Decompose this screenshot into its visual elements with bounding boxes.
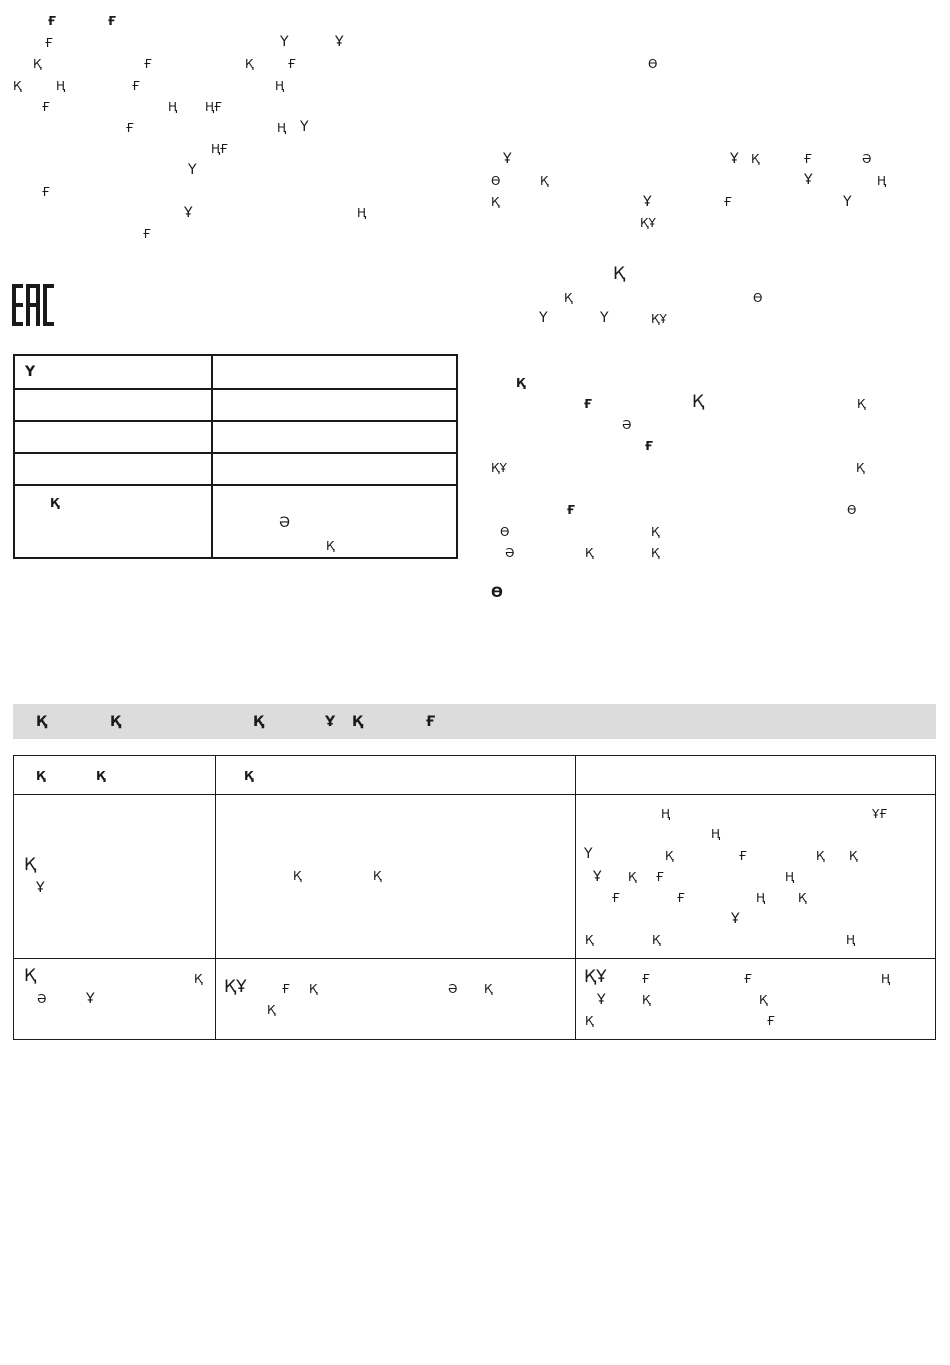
right-glyph: Ә [862,152,872,166]
left-glyph: Ү [280,34,289,50]
right-glyph: Қ [491,195,500,209]
table-row [14,959,936,1040]
right-glyph: Қ [751,152,760,166]
spec-cell-value [212,355,457,389]
left-glyph: Ұ [335,34,344,50]
spec-cell-value [212,453,457,485]
banner-glyph: Қ [352,714,363,730]
trouble-cell: Ң ҰҒ Ң Ү Қ Ғ Қ Қ Ұ Қ Ғ Ң Ғ Ғ Ң Қ Ұ Қ Қ Ң [576,795,936,959]
right-glyph: Ғ [645,439,653,453]
trouble-cell: Қ Ұ [14,795,216,959]
right-glyph: Қ [516,376,526,390]
right-glyph: Қ [651,525,660,539]
section-banner [13,704,936,739]
right-glyph: Қ [856,461,865,475]
right-glyph: Ә [622,418,632,432]
header-cell: Қ [216,756,576,795]
table-row [14,795,936,959]
spec-table [13,354,458,559]
spec-row [14,389,457,421]
left-glyph: Қ [13,79,22,93]
spec-cell-value [212,421,457,453]
right-glyph: Ө [847,503,857,517]
banner-glyph: Қ [36,714,47,730]
spec-cell-label [14,421,212,453]
left-glyph: Ң [56,79,66,93]
right-glyph: ҚҰ [640,216,656,230]
left-glyph: Ү [300,119,309,135]
right-glyph: Ө [491,585,503,601]
spec-row [14,421,457,453]
right-glyph: Ұ [503,151,512,167]
left-glyph: ҢҒ [211,142,229,156]
spec-cell-value: Ә Қ [212,485,457,558]
left-glyph: Ғ [42,185,51,199]
right-glyph: ҚҰ [491,461,507,475]
trouble-cell: Қ Қ [216,795,576,959]
right-glyph: Ғ [804,152,813,166]
right-glyph: Ғ [567,503,575,517]
right-glyph: Қ [651,546,660,560]
left-glyph: Ң [277,121,287,135]
eac-mark-icon [12,284,54,326]
right-glyph: Қ [540,174,549,188]
right-glyph: Ө [753,291,763,305]
spec-cell-label: Қ [14,485,212,558]
right-glyph: Қ [564,291,573,305]
trouble-cell: Қ Қ Ә Ұ [14,959,216,1040]
left-glyph: ҢҒ [205,100,223,114]
right-glyph: Ғ [584,397,592,411]
left-glyph: Ң [357,206,367,220]
left-glyph: Ғ [132,79,141,93]
left-glyph: Ғ [45,36,54,50]
banner-glyph: Ғ [426,714,436,730]
left-glyph: Ғ [48,14,56,28]
left-glyph: Ғ [126,121,135,135]
spec-cell-label [14,453,212,485]
left-glyph: Ғ [108,14,116,28]
left-glyph: Ң [168,100,178,114]
right-glyph: Қ [692,392,705,412]
left-glyph: Ғ [144,57,153,71]
header-cell: Қ Қ [14,756,216,795]
banner-glyph: Қ [253,714,264,730]
spec-cell-label: Ү [14,355,212,389]
left-glyph: Ғ [42,100,51,114]
spec-cell-label [14,389,212,421]
right-glyph: Ө [491,174,501,188]
spec-cell-value [212,389,457,421]
trouble-header-row [14,756,936,795]
right-glyph: Ө [648,57,658,71]
right-glyph: Ә [505,546,515,560]
trouble-cell: ҚҰ Ғ Ғ Ң Ұ Қ Қ Қ Ғ [576,959,936,1040]
trouble-table [13,755,936,1040]
left-glyph: Ү [188,162,197,178]
right-glyph: Ү [843,194,852,210]
right-glyph: Ұ [643,194,652,210]
left-glyph: Ғ [288,57,297,71]
spec-row [14,485,457,558]
left-glyph: Қ [245,57,254,71]
right-glyph: ҚҰ [651,312,667,326]
spec-row [14,453,457,485]
right-glyph: Қ [857,397,866,411]
left-glyph: Ғ [143,227,152,241]
right-glyph: Қ [613,264,626,284]
right-glyph: Ө [500,525,510,539]
right-glyph: Қ [585,546,594,560]
left-glyph: Ң [275,79,285,93]
right-glyph: Ң [877,174,887,188]
right-glyph: Ұ [804,172,813,188]
right-glyph: Ұ [730,151,739,167]
right-glyph: Ғ [724,195,733,209]
left-glyph: Ұ [184,205,193,221]
left-glyph: Қ [33,57,42,71]
banner-glyph: Қ [110,714,121,730]
spec-row [14,355,457,389]
right-glyph: Ү [600,310,609,326]
header-cell [576,756,936,795]
banner-glyph: Ұ [325,714,336,730]
trouble-cell: ҚҰ Ғ Қ Ә Қ Қ [216,959,576,1040]
right-glyph: Ү [539,310,548,326]
